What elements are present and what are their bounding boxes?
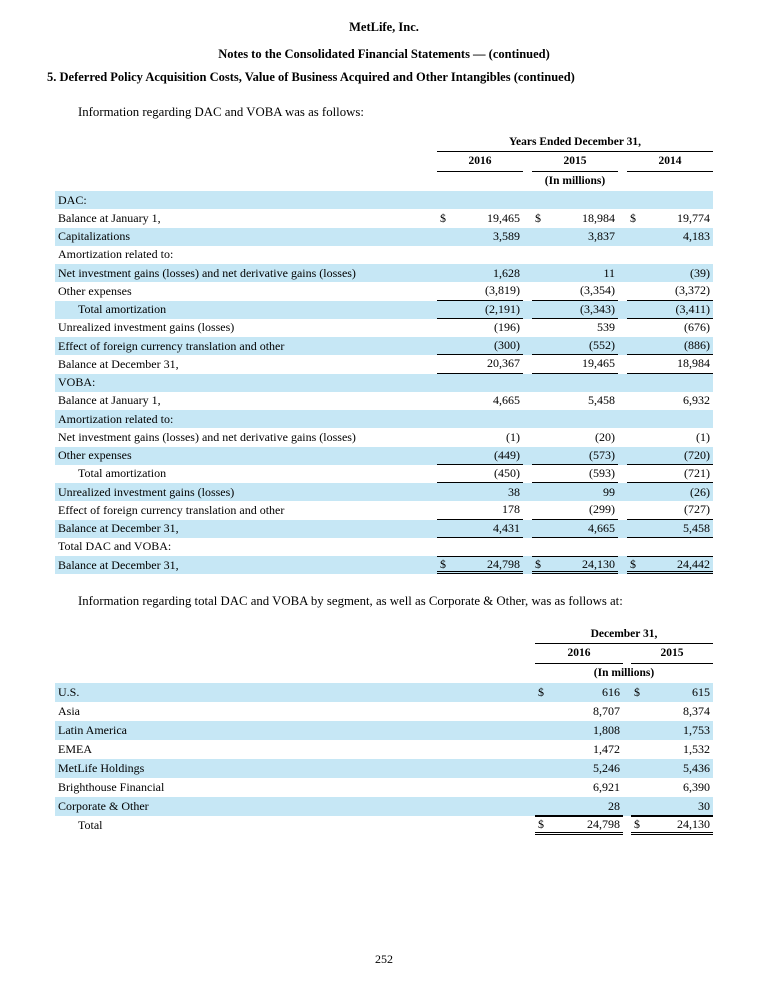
cell-number: 5,458	[683, 520, 710, 535]
cell-number: (39)	[690, 265, 710, 280]
row-label: Capitalizations	[58, 230, 130, 244]
table-row	[55, 191, 713, 209]
cell-number: (20)	[595, 429, 615, 444]
column-gap	[618, 392, 627, 410]
cell-value	[627, 501, 713, 519]
table-row	[55, 228, 713, 246]
dac-voba-segment-table	[55, 628, 713, 835]
dollar-sign: $	[440, 556, 446, 571]
cell-number: (1)	[506, 429, 520, 444]
table-row	[55, 374, 713, 392]
table1-year-row	[437, 154, 713, 172]
row-label: Unrealized investment gains (losses)	[58, 321, 235, 335]
cell-value	[532, 538, 618, 556]
table1-body	[55, 191, 713, 574]
cell-number: 19,465	[487, 210, 520, 225]
column-gap	[523, 154, 532, 172]
cell-number: 6,932	[683, 393, 710, 408]
table1-year-2015: 2015	[532, 154, 618, 172]
cell-number: 4,431	[493, 520, 520, 535]
cell-number: (721)	[684, 465, 710, 480]
cell-number: (720)	[684, 447, 710, 462]
cell-value	[532, 301, 618, 319]
cell-value	[532, 447, 618, 465]
column-gap	[618, 301, 627, 319]
cell-number: 6,921	[593, 780, 620, 795]
row-label: Other expenses	[58, 449, 132, 463]
cell-value	[437, 483, 523, 501]
table1-group-header: Years Ended December 31,	[437, 136, 713, 152]
column-gap	[523, 538, 532, 556]
cell-value	[532, 337, 618, 355]
table2-year-2015: 2015	[631, 646, 713, 664]
cell-number: 19,465	[582, 356, 615, 371]
cell-value	[535, 778, 623, 797]
column-gap	[523, 447, 532, 465]
cell-number: 1,628	[493, 265, 520, 280]
table-row	[55, 721, 713, 740]
cell-value	[532, 319, 618, 337]
cell-value	[631, 759, 713, 778]
cell-number: 8,707	[593, 704, 620, 719]
cell-value	[627, 447, 713, 465]
column-gap	[618, 520, 627, 538]
table-row	[55, 282, 713, 300]
column-gap	[623, 778, 631, 797]
row-label: Total amortization	[78, 467, 167, 481]
dollar-sign: $	[440, 210, 446, 225]
table2-year-2016: 2016	[535, 646, 623, 664]
cell-value	[437, 556, 523, 574]
column-gap	[618, 154, 627, 172]
cell-value	[437, 191, 523, 209]
cell-value	[532, 264, 618, 282]
column-gap	[623, 759, 631, 778]
table-row	[55, 683, 713, 702]
table2-header-columns	[535, 628, 713, 683]
cell-number: (450)	[494, 465, 520, 480]
cell-number: 4,665	[588, 520, 615, 535]
cell-value	[535, 759, 623, 778]
cell-number: 616	[602, 685, 620, 700]
cell-value	[627, 410, 713, 428]
column-gap	[523, 556, 532, 574]
cell-value	[532, 228, 618, 246]
table-row	[55, 778, 713, 797]
cell-value	[627, 264, 713, 282]
cell-number: (727)	[684, 502, 710, 517]
cell-number: 24,442	[677, 556, 710, 571]
cell-number: 18,984	[582, 210, 615, 225]
cell-value	[631, 816, 713, 835]
column-gap	[523, 209, 532, 227]
table-row	[55, 759, 713, 778]
cell-value	[437, 374, 523, 392]
cell-number: (26)	[690, 484, 710, 499]
column-gap	[618, 355, 627, 373]
dollar-sign: $	[630, 210, 636, 225]
row-label: Other expenses	[58, 284, 132, 298]
cell-value	[532, 355, 618, 373]
column-gap	[623, 683, 631, 702]
column-gap	[618, 556, 627, 574]
table-row	[55, 337, 713, 355]
cell-value	[627, 191, 713, 209]
cell-value	[627, 355, 713, 373]
dollar-sign: $	[535, 210, 541, 225]
cell-value	[437, 538, 523, 556]
cell-value	[627, 520, 713, 538]
row-label: Unrealized investment gains (losses)	[58, 485, 235, 499]
table1-units-label: (In millions)	[544, 175, 606, 187]
table1-year-2016: 2016	[437, 154, 523, 172]
cell-value	[532, 501, 618, 519]
cell-number: 615	[692, 685, 710, 700]
row-label: EMEA	[58, 743, 92, 757]
dollar-sign: $	[538, 685, 544, 700]
table-row	[55, 816, 713, 835]
cell-value	[437, 355, 523, 373]
cell-number: (299)	[589, 502, 615, 517]
cell-value	[532, 374, 618, 392]
table-row	[55, 483, 713, 501]
cell-number: 11	[603, 265, 615, 280]
table-row	[55, 264, 713, 282]
cell-value	[437, 301, 523, 319]
cell-value	[437, 447, 523, 465]
cell-number: 1,808	[593, 723, 620, 738]
cell-value	[437, 264, 523, 282]
cell-number: 1,532	[683, 742, 710, 757]
cell-value	[627, 538, 713, 556]
row-label: Total amortization	[78, 303, 167, 317]
cell-number: (196)	[494, 320, 520, 335]
cell-value	[535, 683, 623, 702]
table-row	[55, 702, 713, 721]
row-label: Effect of foreign currency translation and other	[58, 339, 285, 353]
row-label: Balance at December 31,	[58, 522, 179, 536]
cell-number: 24,130	[677, 817, 710, 832]
column-gap	[523, 282, 532, 300]
cell-number: 539	[597, 320, 615, 335]
row-label: Balance at January 1,	[58, 211, 161, 225]
cell-value	[437, 228, 523, 246]
dac-voba-rollforward-table	[55, 136, 713, 574]
cell-number: 5,246	[593, 761, 620, 776]
column-gap	[623, 797, 631, 816]
column-gap	[523, 392, 532, 410]
column-gap	[523, 465, 532, 483]
column-gap	[523, 374, 532, 392]
cell-number: 178	[502, 502, 520, 517]
table2-year-row	[535, 646, 713, 664]
column-gap	[523, 483, 532, 501]
table-row	[55, 556, 713, 574]
cell-value	[627, 374, 713, 392]
cell-value	[631, 778, 713, 797]
row-label: Amortization related to:	[58, 248, 174, 262]
table-row	[55, 465, 713, 483]
document-subtitle: Notes to the Consolidated Financial Statements — (continued)	[218, 47, 550, 61]
row-label: Total	[78, 819, 103, 833]
table2-units-label: (In millions)	[593, 667, 655, 680]
cell-value	[532, 191, 618, 209]
cell-number: 5,458	[588, 393, 615, 408]
cell-number: (552)	[589, 338, 615, 353]
cell-number: (593)	[589, 465, 615, 480]
cell-value	[535, 702, 623, 721]
cell-value	[437, 501, 523, 519]
cell-number: (300)	[494, 338, 520, 353]
table-row	[55, 246, 713, 264]
table-row	[55, 520, 713, 538]
column-gap	[618, 264, 627, 282]
cell-value	[532, 209, 618, 227]
cell-value	[627, 428, 713, 446]
row-label: MetLife Holdings	[58, 762, 145, 776]
cell-value	[627, 282, 713, 300]
cell-value	[627, 228, 713, 246]
cell-number: 18,984	[677, 356, 710, 371]
cell-number: (3,354)	[580, 283, 615, 298]
column-gap	[623, 721, 631, 740]
column-gap	[618, 191, 627, 209]
row-label: VOBA:	[58, 376, 96, 390]
column-gap	[523, 428, 532, 446]
cell-value	[631, 740, 713, 759]
cell-number: 24,130	[582, 556, 615, 571]
cell-value	[437, 428, 523, 446]
cell-value	[437, 319, 523, 337]
cell-number: 38	[508, 484, 520, 499]
column-gap	[618, 410, 627, 428]
row-label: Amortization related to:	[58, 412, 174, 426]
row-label: U.S.	[58, 686, 80, 700]
cell-number: 8,374	[683, 704, 710, 719]
cell-value	[437, 392, 523, 410]
cell-value	[437, 209, 523, 227]
company-title: MetLife, Inc.	[349, 20, 419, 34]
cell-value	[532, 282, 618, 300]
column-gap	[618, 246, 627, 264]
column-gap	[618, 209, 627, 227]
column-gap	[523, 520, 532, 538]
cell-value	[627, 246, 713, 264]
row-label: Net investment gains (losses) and net derivative gains (losses)	[58, 266, 356, 280]
cell-number: (3,819)	[485, 283, 520, 298]
column-gap	[523, 264, 532, 282]
cell-number: 20,367	[487, 356, 520, 371]
cell-value	[535, 816, 623, 835]
cell-value	[631, 683, 713, 702]
cell-number: (449)	[494, 447, 520, 462]
cell-number: (676)	[684, 320, 710, 335]
column-gap	[523, 337, 532, 355]
table1-header-columns	[437, 136, 713, 191]
cell-value	[437, 282, 523, 300]
column-gap	[618, 538, 627, 556]
cell-value	[437, 465, 523, 483]
column-gap	[623, 646, 631, 664]
row-label: Total DAC and VOBA:	[58, 540, 172, 554]
dollar-sign: $	[630, 556, 636, 571]
cell-value	[535, 797, 623, 816]
table-row	[55, 797, 713, 816]
cell-value	[627, 301, 713, 319]
cell-value	[532, 428, 618, 446]
cell-value	[627, 337, 713, 355]
table2-header	[55, 628, 713, 683]
cell-number: 4,665	[493, 393, 520, 408]
cell-number: 3,837	[588, 229, 615, 244]
row-label: DAC:	[58, 193, 87, 207]
table-row	[55, 355, 713, 373]
cell-number: (2,191)	[485, 301, 520, 316]
cell-number: 5,436	[683, 761, 710, 776]
cell-value	[535, 721, 623, 740]
cell-number: 1,472	[593, 742, 620, 757]
cell-value	[532, 246, 618, 264]
cell-value	[631, 702, 713, 721]
cell-number: 24,798	[487, 556, 520, 571]
row-label: Brighthouse Financial	[58, 781, 165, 795]
cell-number: 3,589	[493, 229, 520, 244]
row-label: Effect of foreign currency translation and other	[58, 503, 285, 517]
cell-value	[627, 209, 713, 227]
table-row	[55, 740, 713, 759]
cell-value	[437, 337, 523, 355]
cell-value	[627, 483, 713, 501]
cell-value	[532, 520, 618, 538]
table-row	[55, 319, 713, 337]
cell-value	[437, 246, 523, 264]
table1-header-spacer	[55, 136, 437, 191]
table2-body	[55, 683, 713, 835]
cell-number: (573)	[589, 447, 615, 462]
column-gap	[618, 282, 627, 300]
cell-value	[532, 410, 618, 428]
cell-value	[532, 465, 618, 483]
cell-number: 24,798	[587, 817, 620, 832]
column-gap	[618, 337, 627, 355]
column-gap	[618, 501, 627, 519]
column-gap	[523, 228, 532, 246]
row-label: Asia	[58, 705, 80, 719]
cell-number: 6,390	[683, 780, 710, 795]
table-row	[55, 538, 713, 556]
cell-value	[631, 721, 713, 740]
column-gap	[523, 319, 532, 337]
table-row	[55, 447, 713, 465]
column-gap	[618, 465, 627, 483]
column-gap	[523, 246, 532, 264]
table-row	[55, 392, 713, 410]
table2-group-header: December 31,	[535, 628, 713, 644]
row-label: Corporate & Other	[58, 800, 149, 814]
dollar-sign: $	[535, 556, 541, 571]
cell-number: 30	[698, 798, 710, 813]
dollar-sign: $	[538, 817, 544, 832]
cell-number: (3,343)	[580, 301, 615, 316]
column-gap	[618, 447, 627, 465]
cell-value	[532, 392, 618, 410]
table-row	[55, 410, 713, 428]
cell-number: (1)	[696, 429, 710, 444]
cell-number: (886)	[684, 338, 710, 353]
column-gap	[623, 702, 631, 721]
table-row	[55, 428, 713, 446]
cell-value	[535, 740, 623, 759]
paragraph-segment: Information regarding total DAC and VOBA by segment, as well as Corporate & Other, was as follows at:	[78, 594, 623, 609]
table1-year-2014: 2014	[627, 154, 713, 172]
page-number: 252	[375, 952, 393, 966]
dollar-sign: $	[634, 817, 640, 832]
cell-value	[532, 556, 618, 574]
column-gap	[523, 410, 532, 428]
cell-value	[627, 319, 713, 337]
cell-value	[437, 520, 523, 538]
row-label: Latin America	[58, 724, 127, 738]
cell-number: 19,774	[677, 210, 710, 225]
column-gap	[618, 483, 627, 501]
table-row	[55, 209, 713, 227]
column-gap	[618, 428, 627, 446]
column-gap	[618, 374, 627, 392]
table-row	[55, 301, 713, 319]
cell-number: (3,372)	[675, 283, 710, 298]
cell-number: 99	[603, 484, 615, 499]
column-gap	[618, 319, 627, 337]
column-gap	[523, 301, 532, 319]
cell-value	[627, 556, 713, 574]
row-label: Balance at December 31,	[58, 357, 179, 371]
cell-number: 28	[608, 798, 620, 813]
table2-header-spacer	[55, 628, 535, 683]
dollar-sign: $	[634, 685, 640, 700]
table1-header	[55, 136, 713, 191]
cell-value	[627, 392, 713, 410]
cell-value	[631, 797, 713, 816]
table-row	[55, 501, 713, 519]
column-gap	[523, 191, 532, 209]
column-gap	[523, 501, 532, 519]
cell-value	[532, 483, 618, 501]
column-gap	[623, 816, 631, 835]
paragraph-dac-voba: Information regarding DAC and VOBA was as follows:	[78, 105, 364, 119]
cell-number: 4,183	[683, 229, 710, 244]
row-label: Balance at December 31,	[58, 558, 179, 572]
column-gap	[523, 355, 532, 373]
row-label: Net investment gains (losses) and net derivative gains (losses)	[58, 430, 356, 444]
cell-number: 1,753	[683, 723, 710, 738]
row-label: Balance at January 1,	[58, 394, 161, 408]
cell-number: (3,411)	[675, 301, 710, 316]
cell-value	[437, 410, 523, 428]
column-gap	[618, 228, 627, 246]
section-heading: 5. Deferred Policy Acquisition Costs, Value of Business Acquired and Other Intangibles (continued)	[47, 70, 575, 84]
cell-value	[627, 465, 713, 483]
column-gap	[623, 740, 631, 759]
